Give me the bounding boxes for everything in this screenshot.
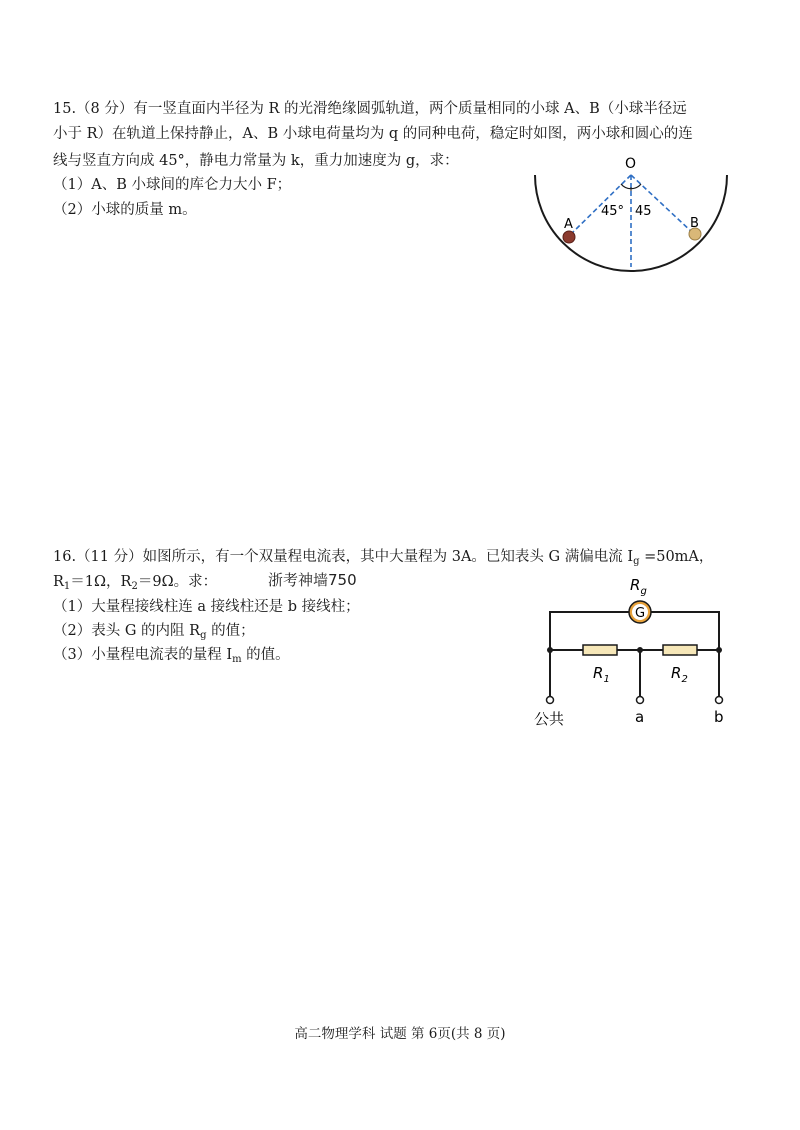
terminal-common-label: 公共 (534, 710, 565, 728)
r2-label: $R_2$ (671, 664, 688, 685)
q15-line-2: 小于 R）在轨道上保持静止，A、B 小球电荷量均为 q 的同种电荷，稳定时如图，两小球和圆心的连 (53, 126, 693, 142)
q16-part-3: （3）小量程电流表的量程 $I_m$ 的值。 (53, 647, 290, 665)
rg-label: $R_g$ (630, 576, 647, 597)
watermark: 浙考神墙750 (268, 571, 357, 589)
terminal-b-label: b (714, 708, 724, 726)
terminal-a-label: a (635, 708, 645, 726)
angle-label-right: 45 (635, 204, 652, 219)
ball-a-label: A (564, 217, 573, 232)
angle-label-left: 45° (601, 204, 625, 219)
resistor-r1 (583, 645, 617, 655)
q16-line-1: 16.（11 分）如图所示，有一个双量程电流表，其中大量程为 3A。已知表头 G 满偏电流 $I_g =50mA$， (53, 549, 714, 567)
q16-part-1: （1）大量程接线柱连 a 接线柱还是 b 接线柱； (53, 599, 360, 615)
page-footer: 高二物理学科 试题 第 6页(共 8 页) (294, 1026, 506, 1042)
center-label-o: O (625, 156, 637, 172)
q15-part-1: （1）A、B 小球间的库仑力大小 F； (53, 177, 292, 193)
terminal-a (637, 697, 644, 704)
q15-part-2: （2）小球的质量 m。 (53, 202, 197, 218)
resistor-r2 (663, 645, 697, 655)
q16-line-2: $R_1=1\Omega$，$R_2=9\Omega$。求： (53, 574, 218, 592)
terminal-common (547, 697, 554, 704)
r1-label: $R_1$ (593, 664, 610, 685)
q16-part-2: （2）表头 G 的内阻 $R_g$ 的值； (53, 623, 255, 641)
ball-a (563, 231, 575, 243)
q16-circuit-figure (525, 572, 755, 732)
q15-line-3: 线与竖直方向成 45°，静电力常量为 k，重力加速度为 g，求： (53, 153, 459, 169)
q15-line-1: 15.（8 分）有一竖直面内半径为 R 的光滑绝缘圆弧轨道，两个质量相同的小球 A、B（小球半径远 (53, 101, 687, 117)
galvanometer-label: G (635, 606, 646, 621)
ball-b-label: B (690, 216, 699, 231)
q15-figure (528, 155, 758, 275)
terminal-b (716, 697, 723, 704)
